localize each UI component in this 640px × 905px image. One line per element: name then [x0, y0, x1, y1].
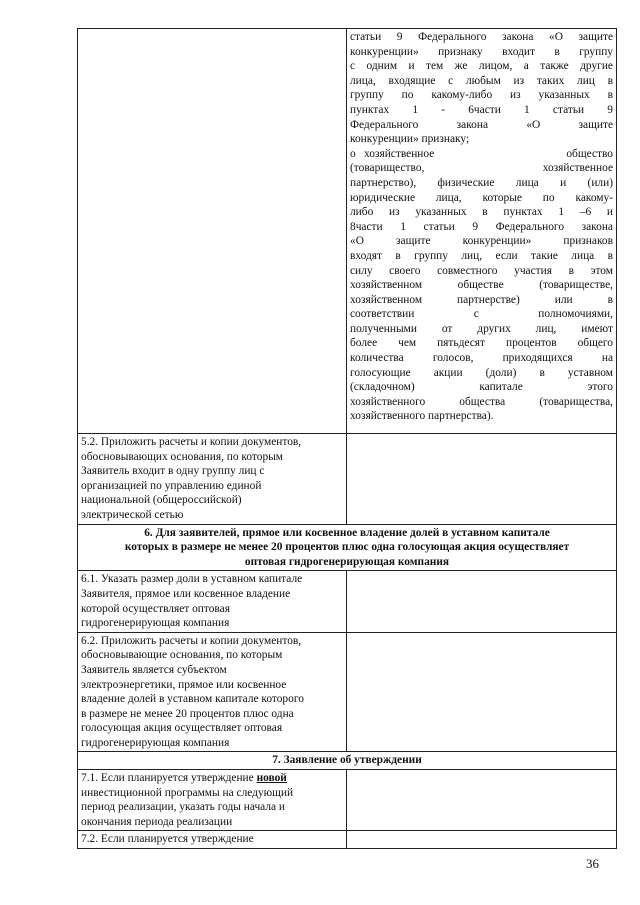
text-line: которой осуществляет оптовая	[81, 602, 230, 615]
text-line: количества голосов, приходящихся на	[350, 352, 613, 365]
cell-answer-7-2[interactable]	[347, 831, 617, 849]
text-line: Заявителя, прямое или косвенное владение	[81, 587, 291, 600]
text-line: оптовая гидрогенерирующая компания	[244, 555, 450, 568]
text-line: которых в размере не менее 20 процентов плюс одна голосующая акция осуществляет	[124, 541, 570, 554]
table-row	[78, 831, 617, 849]
text-line: 6. Для заявителей, прямое или косвенное владение долей в уставном капитале	[144, 526, 550, 539]
text-line: (товарищество, хозяйственное	[350, 162, 613, 175]
table-row	[78, 29, 617, 434]
text-line: голосующие акции (доли) в уставном	[350, 366, 613, 379]
text-line: владение долей в уставном капитале которого	[81, 693, 304, 706]
text-line: юридические лица, которые по какому-	[350, 191, 613, 204]
text-line: статьи 9 Федерального закона «О защите	[350, 31, 613, 43]
table-row	[78, 524, 617, 571]
text-line: 6.2. Приложить расчеты и копии документов,	[81, 634, 302, 647]
table-row	[78, 434, 617, 525]
text-line: «О защите конкуренции» признаков	[350, 235, 613, 248]
bullet-item	[350, 147, 613, 162]
text-line: обосновывающие основания, по которым	[81, 649, 283, 662]
text-line: 7.2. Если планируется утверждение	[81, 833, 254, 846]
text-line: конкуренции» признаку входит в группу	[350, 45, 613, 58]
cell-answer-5-2[interactable]	[347, 434, 617, 525]
section-7-heading	[78, 752, 617, 770]
text-line: гидрогенерирующая компания	[81, 736, 230, 749]
text-line: организацией по управлению единой	[81, 479, 262, 492]
table-row	[78, 770, 617, 831]
text-line: лица, входящие с любым из таких лиц в	[350, 74, 613, 87]
cell-item-6-2	[78, 632, 347, 752]
table-row	[78, 571, 617, 632]
text-line: 8части 1 статьи 9 Федерального закона	[350, 220, 613, 233]
bullet-icon: o	[350, 147, 356, 160]
text-line: более чем пятьдесят процентов общего	[350, 337, 613, 350]
emphasized-word: новой	[256, 772, 287, 785]
text-line: (складочном) капитале этого	[350, 381, 613, 394]
text-line: окончания периода реализации	[81, 815, 233, 828]
section-6-heading	[78, 524, 617, 571]
text-line: Федерального закона «О защите	[350, 118, 613, 131]
text-line: либо из указанных в пунктах 1 –6 и	[350, 206, 613, 219]
cell-item-5-2	[78, 434, 347, 525]
cell-empty-left	[78, 29, 347, 434]
text-line: группу по какому-либо из указанных в	[350, 89, 613, 102]
text-line: 7. Заявление об утверждении	[272, 754, 422, 767]
text-line: силу своего совместного участия в этом	[350, 264, 613, 277]
table-row	[78, 752, 617, 770]
text-line: 6.1. Указать размер доли в уставном капитале	[81, 573, 303, 586]
text-fragment: 7.1. Если планируется утверждение	[81, 772, 257, 785]
text-line	[81, 771, 343, 786]
text-line: электроэнергетики, прямое или косвенное	[81, 678, 287, 691]
text-line: пунктах 1 - 6части 1 статьи 9	[350, 103, 613, 116]
text-line: полученными от других лиц, имеют	[350, 322, 613, 335]
cell-item-6-1	[78, 571, 347, 632]
text-line: хозяйственном партнерстве) или в	[350, 293, 613, 306]
text-line: период реализации, указать годы начала и	[81, 801, 286, 814]
cell-answer-7-1[interactable]	[347, 770, 617, 831]
table-row	[78, 632, 617, 752]
text-line: хозяйственного общества (товарищества,	[350, 395, 613, 408]
form-table	[77, 28, 617, 849]
text-line: с одним и тем же лицом, а также другие	[350, 60, 613, 73]
page-number: 36	[586, 856, 599, 871]
text-line: соответствии с полномочиями,	[350, 308, 613, 321]
text-line: Заявитель является субъектом	[81, 663, 227, 676]
text-line: конкуренции» признаку;	[350, 133, 470, 146]
text-line: Заявитель входит в одну группу лиц с	[81, 465, 265, 478]
text-line: хозяйственном обществе (товариществе,	[350, 279, 613, 292]
text-line: обосновывающих основания, по которым	[81, 450, 284, 463]
text-line: электрической сетью	[81, 508, 184, 521]
cell-answer-6-2[interactable]	[347, 632, 617, 752]
text-line: входят в группу лиц, если такие лица в	[350, 249, 613, 262]
cell-item-7-2	[78, 831, 347, 849]
text-line: в размере не менее 20 процентов плюс одна	[81, 707, 294, 720]
text-line: инвестиционной программы на следующий	[81, 786, 294, 799]
text-line: 5.2. Приложить расчеты и копии документов,	[81, 436, 302, 448]
cell-item-7-1	[78, 770, 347, 831]
text-line: хозяйственное общество	[364, 147, 613, 160]
cell-answer-6-1[interactable]	[347, 571, 617, 632]
text-line: голосующая акция осуществляет оптовая	[81, 722, 283, 735]
text-line: хозяйственного партнерства).	[350, 410, 494, 423]
text-line: гидрогенерирующая компания	[81, 617, 230, 630]
cell-criteria-text	[347, 29, 617, 434]
text-line: партнерство), физические лица и (или)	[350, 176, 613, 189]
text-line: национальной (общероссийской)	[81, 494, 242, 507]
